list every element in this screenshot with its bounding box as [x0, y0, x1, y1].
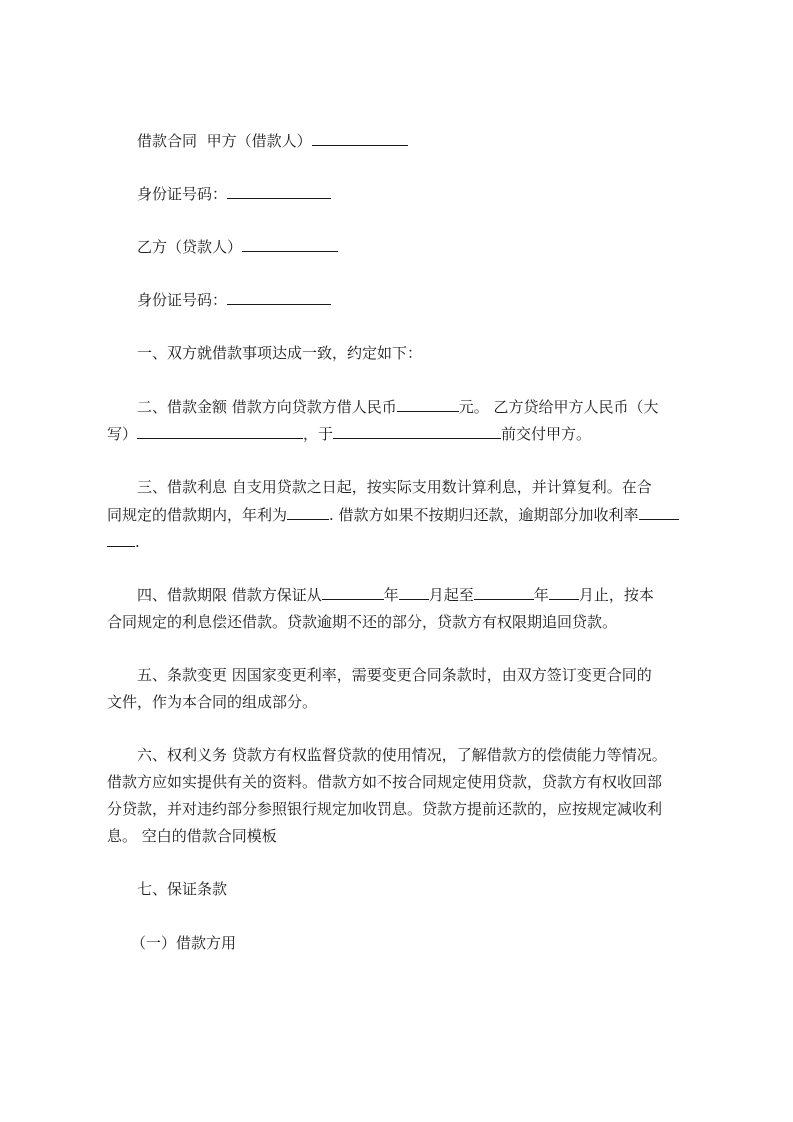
clause-4-year-1: 年	[383, 586, 399, 604]
overdue-rate-blank-a	[639, 505, 679, 520]
clause-3-text-b: . 借款方如果不按期归还款，逾期部分加收利率	[329, 506, 639, 524]
party-b-line	[137, 237, 338, 257]
contract-title: 借款合同	[137, 132, 198, 150]
loan-amount-blank	[397, 397, 459, 412]
party-b-id-label: 身份证号码：	[137, 291, 228, 309]
amount-uppercase-blank	[137, 424, 303, 439]
party-a-name-blank	[312, 131, 408, 146]
clause-7-sub-1: （一）借款方用	[131, 934, 237, 952]
overdue-rate-blank-b	[107, 532, 135, 547]
clause-6-line-3: 分贷款，并对违约部分参照银行规定加收罚息。贷款方提前还款的，应按规定减收利	[107, 800, 663, 818]
clause-3-line-3	[107, 532, 140, 552]
clause-3-line-2	[107, 505, 679, 525]
party-b-name-blank	[242, 237, 338, 252]
party-a-id-label: 身份证号码：	[137, 185, 228, 203]
clause-6-line-2: 借款方应如实提供有关的资料。借款方如不按合同规定使用贷款，贷款方有权收回部	[107, 773, 663, 791]
spacer	[197, 132, 207, 150]
start-year-blank	[322, 585, 384, 600]
clause-4-line-1	[137, 585, 654, 605]
clause-2-text-b: 元。 乙方贷给甲方人民币（大	[458, 398, 659, 416]
clause-2-line-1	[137, 397, 659, 417]
clause-4-line-2: 合同规定的利息偿还借款。贷款逾期不还的部分，贷款方有权限期追回贷款。	[107, 613, 618, 631]
clause-2-text-a: 二、借款金额 借款方向贷款方借人民币	[137, 398, 397, 416]
clause-4-month-1: 月起至	[428, 586, 474, 604]
clause-2-text-d: ，于	[303, 425, 334, 443]
start-month-blank	[399, 585, 429, 600]
party-b-id-blank	[227, 290, 331, 305]
end-month-blank	[549, 585, 579, 600]
party-a-label: 甲方（借款人）	[206, 132, 312, 150]
clause-3-text-c: .	[135, 533, 140, 551]
clause-4-text-a: 四、借款期限 借款方保证从	[137, 586, 322, 604]
interest-rate-blank	[287, 505, 329, 520]
clause-6-line-4: 息。 空白的借款合同模板	[107, 827, 277, 845]
clause-3-text-a: 同规定的借款期内，年利为	[107, 506, 288, 524]
clause-3-line-1: 三、借款利息 自支用贷款之日起，按实际支用数计算利息，并计算复利。在合	[137, 478, 652, 496]
clause-2-text-e: 前交付甲方。	[501, 425, 592, 443]
party-b-id-line	[137, 290, 331, 310]
party-a-id-line	[137, 184, 331, 204]
clause-5-line-1: 五、条款变更 因国家变更利率，需要变更合同条款时，由双方签订变更合同的	[137, 666, 652, 684]
clause-1: 一、双方就借款事项达成一致，约定如下：	[137, 344, 423, 362]
clause-2-line-2	[107, 424, 591, 444]
title-line	[137, 131, 408, 151]
clause-2-text-c: 写）	[107, 425, 138, 443]
clause-4-year-2: 年	[533, 586, 549, 604]
party-a-id-blank	[227, 184, 331, 199]
end-year-blank	[474, 585, 534, 600]
clause-5-line-2: 文件，作为本合同的组成部分。	[107, 693, 318, 711]
clause-6-line-1: 六、权利义务 贷款方有权监督贷款的使用情况，了解借款方的偿债能力等情况。	[137, 746, 667, 764]
party-b-label: 乙方（贷款人）	[137, 238, 243, 256]
delivery-date-blank	[333, 424, 501, 439]
clause-4-text-b: 月止，按本	[578, 586, 654, 604]
clause-7-heading: 七、保证条款	[137, 880, 228, 898]
